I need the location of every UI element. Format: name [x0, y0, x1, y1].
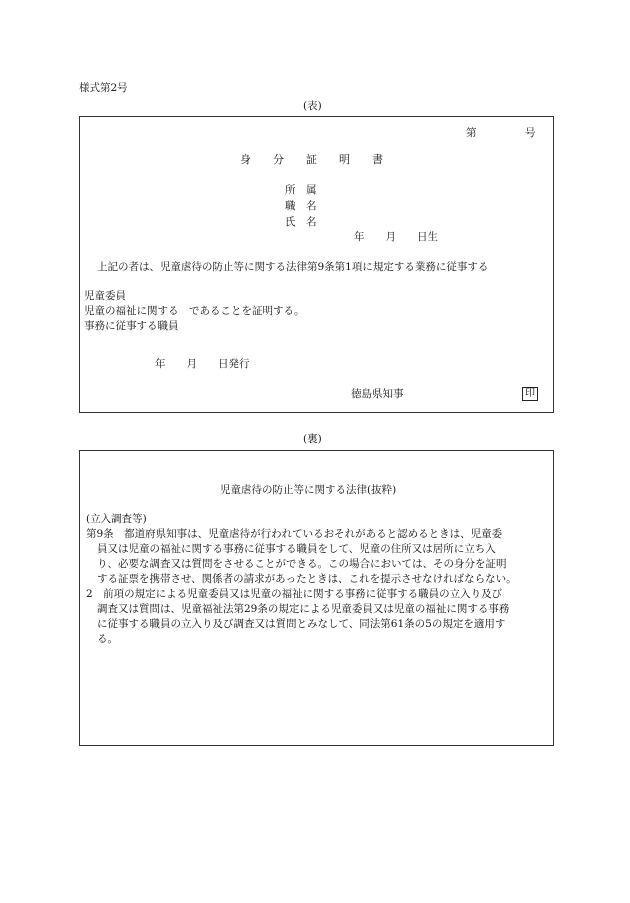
article-line: 2 前項の規定による児童委員又は児童の福祉に関する事務に従事する職員の立入り及び — [86, 588, 503, 600]
field-affiliation: 所 属 — [285, 184, 317, 196]
article-line: に従事する職員の立入り及び調査又は質問とみなして、同法第61条の5の規定を適用す — [97, 618, 506, 630]
role-line-3: 事務に従事する職員 — [84, 320, 179, 332]
front-side-label: (表) — [303, 100, 322, 112]
role-line-1: 児童委員 — [84, 290, 126, 302]
article-heading: (立入調査等) — [86, 513, 147, 525]
field-name: 氏 名 — [285, 216, 317, 228]
id-card-front — [79, 116, 554, 413]
number-prefix: 第 — [466, 127, 477, 139]
id-card-back — [79, 450, 554, 746]
article-line: 員又は児童の福祉に関する事務に従事する職員をして、児童の住所又は居所に立ち入 — [97, 543, 496, 555]
article-line: る。 — [97, 633, 118, 645]
certification-line: 上記の者は、児童虐待の防止等に関する法律第9条第1項に規定する業務に従事する — [97, 261, 489, 273]
article-line: り、必要な調査又は質問をさせることができる。この場合においては、その身分を証明 — [97, 558, 507, 570]
role-line-2: 児童の福祉に関する であることを証明する。 — [84, 305, 305, 317]
card-title: 身 分 証 明 書 — [240, 153, 383, 166]
number-suffix: 号 — [525, 127, 536, 139]
law-title: 児童虐待の防止等に関する法律(抜粋) — [220, 484, 397, 496]
article-line: する証票を携帯させ、関係者の請求があったときは、これを提示させなければならない。 — [97, 573, 517, 585]
birth-date: 年 月 日生 — [354, 231, 438, 243]
seal-stamp — [522, 387, 538, 401]
form-number: 様式第2号 — [79, 82, 128, 94]
issuer: 徳島県知事 — [351, 388, 404, 400]
field-position: 職 名 — [285, 200, 317, 212]
article-line: 第9条 都道府県知事は、児童虐待が行われているおそれがあると認めるときは、児童委 — [86, 528, 503, 540]
seal-text: 印 — [522, 387, 538, 401]
article-line: 調査又は質問は、児童福祉法第29条の規定による児童委員又は児童の福祉に関する事務 — [97, 603, 510, 615]
issue-date: 年 月 日発行 — [155, 358, 250, 370]
back-side-label: (裏) — [303, 433, 322, 445]
